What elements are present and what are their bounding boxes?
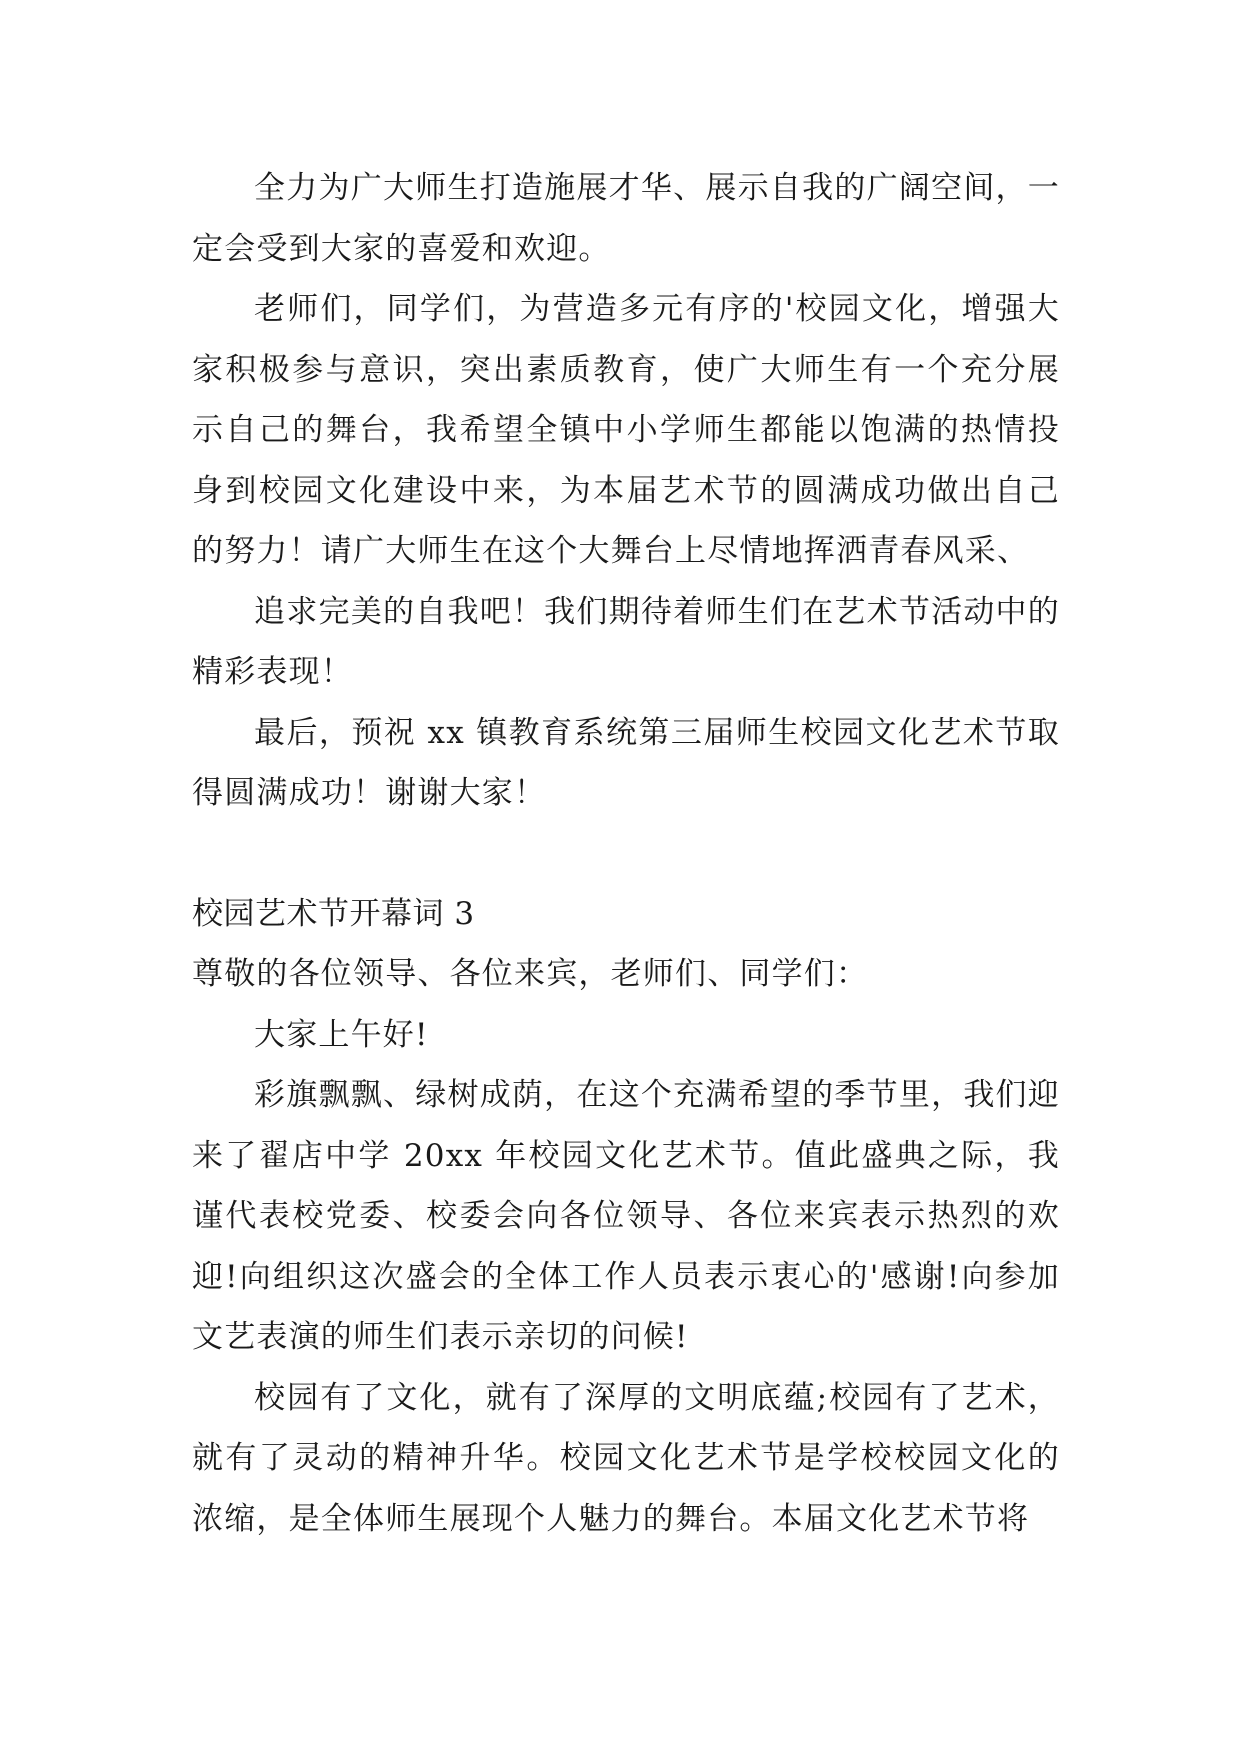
paragraph: 老师们，同学们，为营造多元有序的'校园文化，增强大家积极参与意识，突出素质教育，使广大师生有一个充分展示自己的舞台，我希望全镇中小学师生都能以饱满的热情投身到校园文化建设中来，为本届艺术节的圆满成功做出自己的努力！请广大师生在这个大舞台上尽情地挥洒青春风采、 xyxy=(192,291,1060,569)
document-body xyxy=(192,158,1060,1549)
paragraph: 彩旗飘飘、绿树成荫，在这个充满希望的季节里，我们迎来了翟店中学 20xx 年校园文化艺术节。值此盛典之际，我谨代表校党委、校委会向各位领导、各位来宾表示热烈的欢迎!向组织这次盛会的全体工作人员表示衷心的'感谢!向参加文艺表演的师生们表示亲切的问候! xyxy=(192,1077,1060,1355)
paragraph: 全力为广大师生打造施展才华、展示自我的广阔空间，一定会受到大家的喜爱和欢迎。 xyxy=(192,170,1060,267)
section-title: 校园艺术节开幕词 3 xyxy=(192,895,475,932)
paragraph: 最后，预祝 xx 镇教育系统第三届师生校园文化艺术节取得圆满成功！谢谢大家！ xyxy=(192,714,1060,811)
salutation: 尊敬的各位领导、各位来宾，老师们、同学们： xyxy=(192,956,869,992)
paragraph: 追求完美的自我吧！我们期待着师生们在艺术节活动中的精彩表现！ xyxy=(192,593,1060,690)
paragraph: 校园有了文化，就有了深厚的文明底蕴;校园有了艺术，就有了灵动的精神升华。校园文化艺术节是学校校园文化的浓缩，是全体师生展现个人魅力的舞台。本届文化艺术节将 xyxy=(192,1379,1060,1537)
section-spacer xyxy=(192,824,1060,884)
greeting: 大家上午好! xyxy=(254,1016,429,1053)
